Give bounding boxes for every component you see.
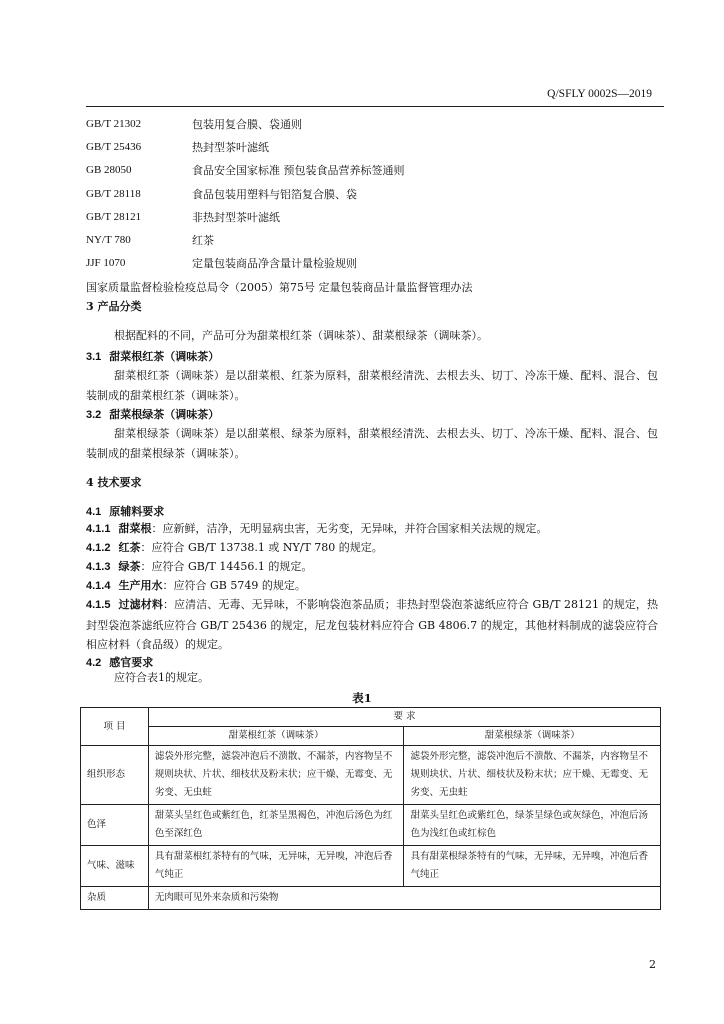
requirement-keyword: 甜菜根 <box>118 522 152 535</box>
reference-item <box>86 228 676 251</box>
reference-item <box>86 205 676 228</box>
requirement-number: 4.1.2 <box>86 542 111 554</box>
requirement-text: ：应符合 GB/T 13738.1 或 NY/T 780 的规定。 <box>140 541 383 554</box>
requirement-keyword: 生产用水 <box>118 579 163 592</box>
requirement-item <box>86 557 658 578</box>
section-number: 3.1 <box>86 351 102 363</box>
row-red-value: 甜菜头呈红色或紫红色，红茶呈黑褐色，冲泡后汤色为红色至深红色 <box>148 805 404 846</box>
reference-code: GB/T 28121 <box>86 210 142 223</box>
section-3-heading: 3 产品分类 <box>86 300 142 313</box>
page-number: 2 <box>649 958 656 971</box>
section-4-heading: 4 技术要求 <box>86 476 142 489</box>
reference-title: 食品安全国家标准 预包装食品营养标签通则 <box>192 164 405 178</box>
row-red-value: 具有甜菜根红茶特有的气味，无异味，无异嗅，冲泡后香气纯正 <box>148 846 404 887</box>
table-row <box>81 887 661 910</box>
section-number: 4.1 <box>86 506 102 518</box>
sensory-requirements-table <box>80 707 661 910</box>
section-title: 原辅料要求 <box>109 505 165 518</box>
section-3-2-text: 甜菜根绿茶（调味茶）是以甜菜根、绿茶为原料，甜菜根经清洗、去根去头、切丁、冷冻干燥、配料、混合、包装制成的甜菜根绿茶（调味茶）。 <box>86 427 658 460</box>
requirement-number: 4.1.3 <box>86 561 111 573</box>
requirement-number: 4.1.1 <box>86 523 111 535</box>
row-item: 组织形态 <box>81 746 149 805</box>
table-row <box>81 746 661 805</box>
reference-full: 国家质量监督检验检疫总局令（2005）第75号 定量包装商品计量监督管理办法 <box>86 280 473 294</box>
reference-title: 定量包装商品净含量计量检验规则 <box>192 257 357 271</box>
requirement-item <box>86 519 658 540</box>
requirement-text: ：应符合 GB 5749 的规定。 <box>162 579 306 592</box>
reference-item <box>86 159 676 182</box>
section-3-1-heading <box>86 348 219 364</box>
row-green-value: 甜菜头呈红色或紫红色，绿茶呈绿色或灰绿色，冲泡后汤色为浅红色或红棕色 <box>404 805 661 846</box>
row-item: 杂质 <box>81 887 149 910</box>
reference-title: 食品包装用塑料与铝箔复合膜、袋 <box>192 187 357 201</box>
row-green-value: 滤袋外形完整，滤袋冲泡后不溃散、不漏茶，内容物呈不规则块状、片状、细枝状及粉末状；应干燥、无霉变、无劣变、无虫蛀 <box>404 746 661 805</box>
section-title: 甜菜根绿茶（调味茶） <box>109 408 220 421</box>
section-title: 甜菜根红茶（调味茶） <box>109 350 220 363</box>
requirement-keyword: 红茶 <box>118 541 141 554</box>
section-number: 4.2 <box>86 657 102 669</box>
reference-code: GB/T 21302 <box>86 117 142 130</box>
table-row <box>81 846 661 887</box>
header-requirement: 要 求 <box>148 708 660 727</box>
reference-title: 非热封型茶叶滤纸 <box>192 210 280 224</box>
reference-item <box>86 135 676 158</box>
reference-item <box>86 112 676 135</box>
row-item: 色泽 <box>81 805 149 846</box>
row-green-value: 具有甜菜根绿茶特有的气味，无异味，无异嗅，冲泡后香气纯正 <box>404 846 661 887</box>
reference-item <box>86 182 676 205</box>
row-item: 气味、滋味 <box>81 846 149 887</box>
reference-list <box>86 112 676 298</box>
row-red-value: 滤袋外形完整，滤袋冲泡后不溃散、不漏茶，内容物呈不规则块状、片状、细枝状及粉末状；应干燥、无霉变、无劣变、无虫蛀 <box>148 746 404 805</box>
reference-title: 包装用复合膜、袋通则 <box>192 117 302 131</box>
reference-code: NY/T 780 <box>86 234 131 247</box>
section-3-1-text: 甜菜根红茶（调味茶）是以甜菜根、红茶为原料，甜菜根经清洗、去根去头、切丁、冷冻干燥、配料、混合、包装制成的甜菜根红茶（调味茶）。 <box>86 369 658 402</box>
reference-title: 热封型茶叶滤纸 <box>192 140 269 154</box>
reference-code: GB 28050 <box>86 164 132 177</box>
table-subheader-row <box>81 727 661 746</box>
table-caption: 表1 <box>352 691 372 705</box>
reference-code: GB/T 25436 <box>86 140 142 153</box>
requirement-item <box>86 576 658 597</box>
header-red-tea: 甜菜根红茶（调味茶） <box>148 727 404 746</box>
section-4-2-text: 应符合表1的规定。 <box>114 671 209 684</box>
section-3-2-heading <box>86 406 219 422</box>
requirement-item <box>86 595 658 655</box>
header-green-tea: 甜菜根绿茶（调味茶） <box>404 727 661 746</box>
header-item: 项 目 <box>81 708 149 746</box>
section-title: 感官要求 <box>109 656 154 669</box>
requirement-number: 4.1.4 <box>86 580 111 592</box>
reference-item <box>86 252 676 275</box>
reference-code: GB/T 28118 <box>86 187 141 200</box>
requirement-text: ：应新鲜，洁净，无明显病虫害，无劣变，无异味，并符合国家相关法规的规定。 <box>151 522 548 535</box>
section-4-1-heading <box>86 503 164 519</box>
requirement-text: ：应清洁、无毒、无异味，不影响袋泡茶品质；非热封型袋泡茶滤纸应符合 GB/T 28121 的规定，热封型袋泡茶滤纸应符合 GB/T 25436 的规定，尼龙包装材料应符合 GB 4806.7 的规定，其他材料制成的滤袋应符合相应材料（食品级）的规定。 <box>86 598 658 651</box>
requirement-text: ：应符合 GB/T 14456.1 的规定。 <box>140 560 313 573</box>
section-number: 3.2 <box>86 409 102 421</box>
table-header-row <box>81 708 661 727</box>
reference-code: JJF 1070 <box>86 257 126 270</box>
row-merged-value: 无肉眼可见外来杂质和污染物 <box>148 887 660 910</box>
requirement-number: 4.1.5 <box>86 599 111 611</box>
reference-title: 红茶 <box>192 234 214 248</box>
standard-code: Q/SFLY 0002S—2019 <box>547 88 652 100</box>
requirement-keyword: 绿茶 <box>118 560 141 573</box>
table-row <box>81 805 661 846</box>
section-3-intro: 根据配料的不同，产品可分为甜菜根红茶（调味茶）、甜菜根绿茶（调味茶）。 <box>114 329 488 342</box>
header-divider <box>86 106 664 107</box>
requirement-keyword: 过滤材料 <box>118 598 163 611</box>
requirement-item <box>86 538 658 559</box>
